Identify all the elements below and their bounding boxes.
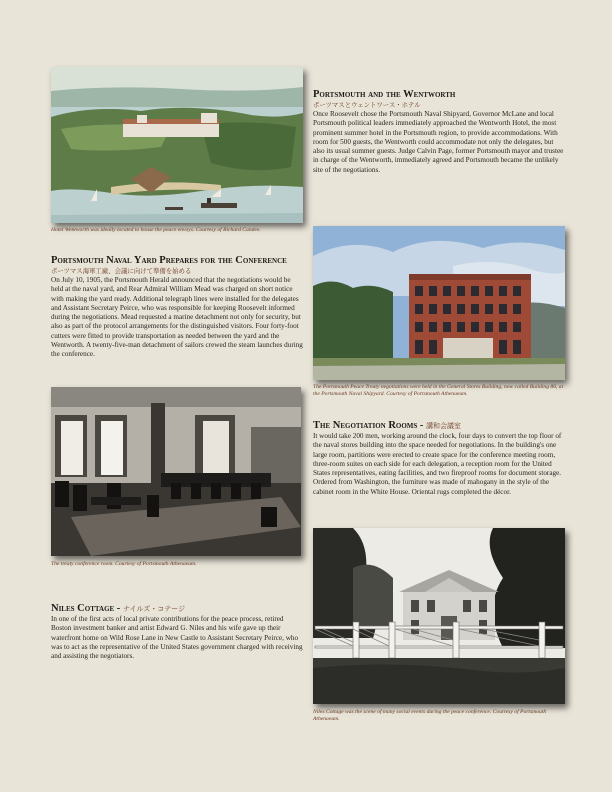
- rooms-heading-jp: 講和会議室: [426, 422, 462, 430]
- naval-yard-body: On July 10, 1905, the Portsmouth Herald announced that the negotiations would be held at the naval yard, and Rear Admiral William Mead was charged on short notice with making the yard ready. Additional telegraph lines were installed for the delegates and Assistant Secretary Peirce, who was responsible for keeping Roosevelt informed during the negotiations. Mead requested a marine detachment not only for security, but also as part of the protocol arrangements for the distinguished visitors. Four forty-foot cutters were fitted to provide transportation as needed between the yard and the Wentworth. A twenty-five-man detachment of sailors crewed the steam launches during the conference.: [51, 276, 303, 359]
- niles-section: [51, 603, 303, 661]
- conference-photo-caption: The treaty conference room. Courtesy of Portsmouth Athenaeum.: [51, 561, 197, 567]
- niles-heading-jp: ナイルズ・コテージ: [122, 605, 186, 613]
- conference-room-photo: [51, 387, 301, 556]
- niles-heading: [51, 603, 303, 615]
- stores-photo-caption: The Portsmouth Peace Treaty negotiations were held in the General Stores Building, now called Building 86, at the Portsmouth Naval Shipyard. Courtesy of Portsmouth Athenaeum.: [313, 384, 564, 397]
- naval-yard-section: [51, 255, 303, 360]
- rooms-section: [313, 420, 565, 497]
- niles-photo-caption: Niles Cottage was the scene of many social events during the peace conference. Courtesy of Portsmouth Athenaeum.: [313, 709, 547, 722]
- niles-heading-title: Niles Cottage -: [51, 603, 121, 614]
- wentworth-heading: Portsmouth and the Wentworth: [313, 89, 456, 100]
- rooms-heading-title: The Negotiation Rooms -: [313, 420, 424, 431]
- wentworth-body: Once Roosevelt chose the Portsmouth Naval Shipyard, Governor McLane and local Portsmouth political leaders immediately approached the Wentworth Hotel, the most prominent summer hotel in the Portsmouth region, to provide accommodations. With room for 500 guests, the Wentworth could accommodate not only the delegates, but also its usual summer guests. Judge Calvin Page, former Portsmouth mayor and trustee in charge of the Wentworth, immediately agreed and Portsmouth became the unlikely site of the negotiations.: [313, 110, 564, 174]
- wentworth-section: [313, 89, 565, 175]
- hotel-photo-caption: Hotel Wentworth was ideally located to house the peace envoys. Courtesy of Richard Candee.: [51, 227, 261, 233]
- naval-yard-heading: Portsmouth Naval Yard Prepares for the Conference: [51, 255, 287, 266]
- niles-cottage-photo: [313, 528, 565, 704]
- wentworth-heading-jp: ポーツマスとウェントワース・ホテル: [313, 101, 421, 109]
- rooms-heading: [313, 420, 565, 432]
- niles-body: In one of the first acts of local private contributions for the peace process, retired Boston investment banker and artist Edward G. Niles and his wife gave up their waterfront home on Wild Rose Lane in New Castle to Assistant Secretary Peirce, who was to act as the representative of the United States government charged with receiving and assisting the negotiators.: [51, 615, 303, 661]
- hotel-wentworth-photo: [51, 67, 303, 223]
- rooms-body: It would take 200 men, working around the clock, four days to convert the top floor of the naval stores building into the space needed for negotiations. In the building's one large room, partitions were erected to create space for the conference meeting room, three-room suites on each side for each delegation, a reception room for the United States representatives, eating facilities, and two fireproof rooms for document storage. Ordered from Washington, the furniture was made of mahogany in the style of the cabinet room in the White House. Oriental rugs completed the décor.: [313, 432, 562, 496]
- stores-building-photo: [313, 226, 565, 380]
- naval-yard-heading-jp: ポーツマス海軍工廠、会議に向けて準備を始める: [51, 267, 192, 275]
